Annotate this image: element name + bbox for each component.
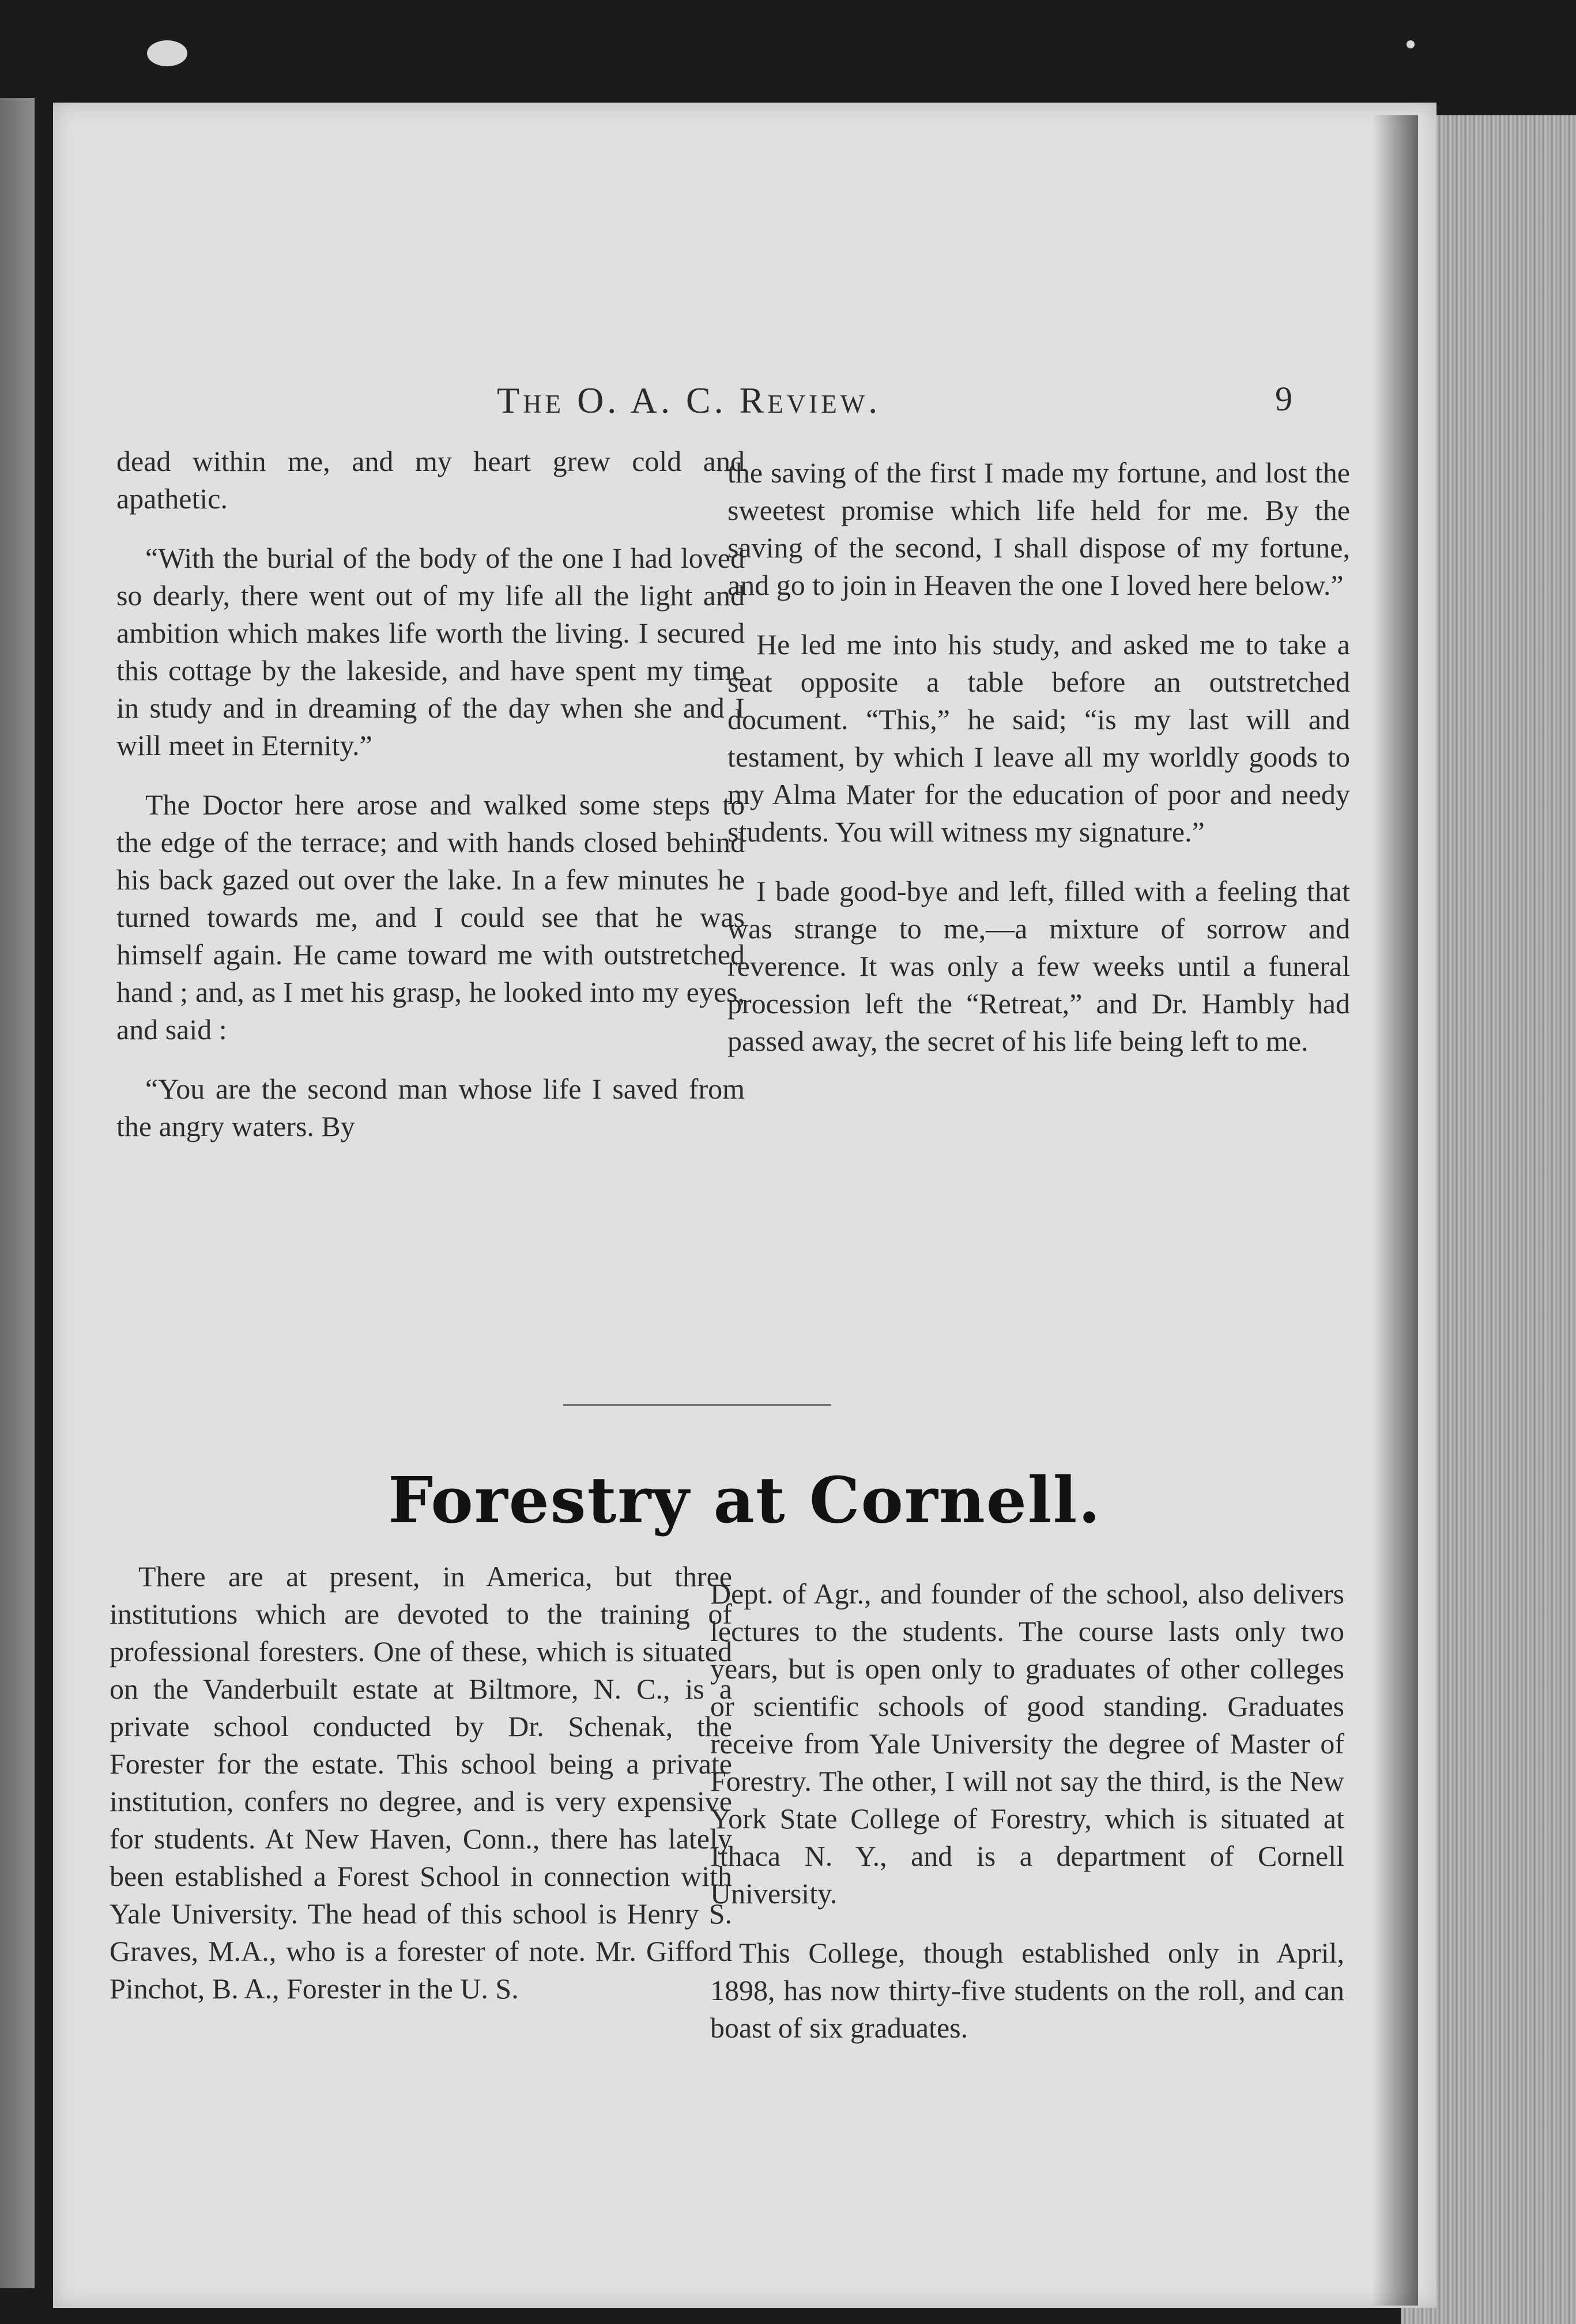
running-head [53,379,1437,425]
dust-speck [147,40,187,66]
story-column-right [727,454,1350,1082]
book-page [53,103,1437,2308]
paragraph: This College, though established only in April, 1898, has now thirty-five students on the roll, and can boast of six graduates. [710,1937,1344,2044]
facing-page-edge [0,98,35,2288]
paragraph: Dept. of Agr., and founder of the school, also delivers lectures to the students. The course lasts only two years, but is open only to graduates of other colleges or scientific schools of good standing. Graduates receive from Yale University the degree of Master of Forestry. The other, I will not say the third, is the New York State College of Forestry, which is situated at Ithaca N. Y., and is a department of Cornell University. [710,1578,1344,1910]
paragraph: The Doctor here arose and walked some steps to the edge of the terrace; and with hands closed behind his back gazed out over the lake. In a few minutes he turned towards me, and I could see that he was himself again. He came toward me with outstretched hand ; and, as I met his grasp, he looked into my eyes, and said : [116,788,745,1046]
paragraph: “You are the second man whose life I saved from the angry waters. By [116,1073,745,1142]
section-divider [563,1404,831,1406]
article-title: Forestry at Cornell. [388,1463,1102,1537]
article-column-right [710,1575,1344,2069]
paragraph: There are at present, in America, but three institutions which are devoted to the training of professional foresters. One of these, which is situated on the Vanderbuilt estate at Biltmore, N. C., is a private school conducted by Dr. Schenak, the Forester for the estate. This school being a private institution, confers no degree, and is very expensive for students. At New Haven, Conn., there has lately been established a Forest School in connection with Yale University. The head of this school is Henry S. Graves, M.A., who is a forester of note. Mr. Gifford Pinchot, B. A., Forester in the U. S. [110,1560,732,2005]
story-column-left [116,443,745,1167]
paragraph: the saving of the first I made my fortune, and lost the sweetest promise which life held for me. By the saving of the second, I shall dispose of my fortune, and go to join in Heaven the one I loved here below.” [727,456,1350,601]
paragraph: He led me into his study, and asked me to take a seat opposite a table before an outstretched document. “This,” he said; “is my last will and testament, by which I leave all my worldly goods to my Alma Mater for the education of poor and needy students. You will witness my signature.” [727,628,1350,848]
dust-speck [1407,40,1415,48]
paragraph: dead within me, and my heart grew cold and apathetic. [116,445,745,515]
page-number: 9 [1275,380,1292,418]
paragraph: “With the burial of the body of the one I had loved so dearly, there went out of my life all the light and ambition which makes life worth the living. I secured this cottage by the lakeside, and have spent my time in study and in dreaming of the day when she and I will meet in Eternity.” [116,542,745,761]
article-column-left [110,1558,732,2029]
journal-title: The O. A. C. Review. [497,380,881,421]
gutter-shadow [1372,115,1418,2306]
paragraph: I bade good-bye and left, filled with a feeling that was strange to me,—a mixture of sorrow and reverence. It was only a few weeks until a funeral procession left the “Retreat,” and Dr. Hambly had passed away, the secret of his life being left to me. [727,875,1350,1057]
